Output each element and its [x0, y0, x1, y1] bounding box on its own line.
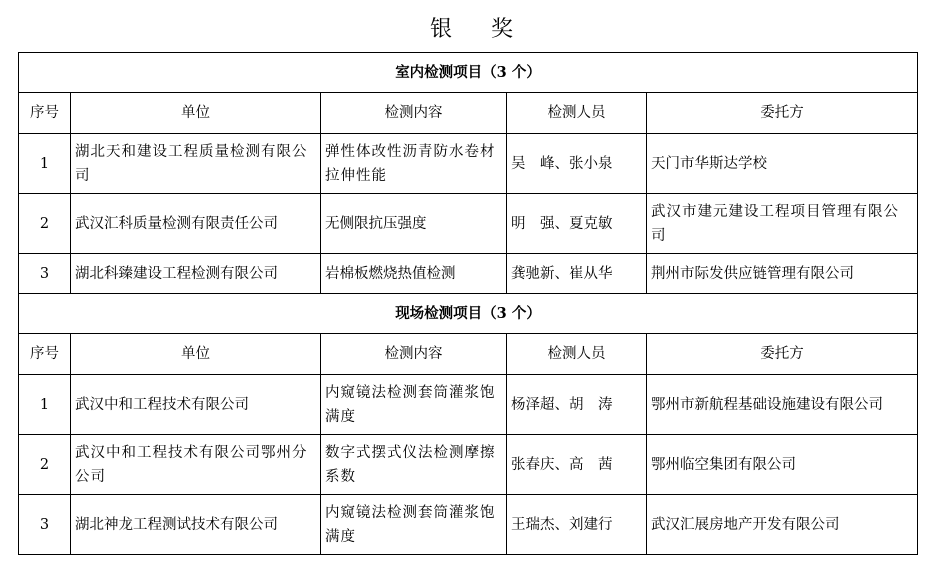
cell-no: 2 [19, 194, 71, 254]
cell-no: 1 [19, 134, 71, 194]
table-row [19, 435, 918, 495]
cell-content: 内窥镜法检测套筒灌浆饱满度 [321, 495, 507, 555]
table-row [19, 134, 918, 194]
col-header-staff: 检测人员 [507, 334, 647, 375]
col-header-no: 序号 [19, 93, 71, 134]
cell-staff: 明 强、夏克敏 [507, 194, 647, 254]
section-title-field: 现场检测项目（3 个） [19, 294, 918, 334]
cell-content: 岩棉板燃烧热值检测 [321, 254, 507, 294]
header-row-field [19, 334, 918, 375]
section-row-field [19, 294, 918, 334]
cell-unit: 武汉中和工程技术有限公司鄂州分公司 [71, 435, 321, 495]
cell-no: 3 [19, 495, 71, 555]
section-row-indoor [19, 53, 918, 93]
section-title-indoor: 室内检测项目（3 个） [19, 53, 918, 93]
cell-client: 鄂州临空集团有限公司 [647, 435, 918, 495]
table-row [19, 495, 918, 555]
col-header-content: 检测内容 [321, 93, 507, 134]
cell-staff: 杨泽超、胡 涛 [507, 375, 647, 435]
cell-unit: 湖北神龙工程测试技术有限公司 [71, 495, 321, 555]
table-row [19, 194, 918, 254]
col-header-client: 委托方 [647, 334, 918, 375]
cell-staff: 龚驰新、崔从华 [507, 254, 647, 294]
cell-content: 无侧限抗压强度 [321, 194, 507, 254]
table-row [19, 254, 918, 294]
page-title: 银 奖 [430, 17, 529, 42]
award-table [18, 52, 918, 555]
header-row-indoor [19, 93, 918, 134]
cell-unit: 湖北天和建设工程质量检测有限公司 [71, 134, 321, 194]
cell-content: 数字式摆式仪法检测摩擦系数 [321, 435, 507, 495]
col-header-content: 检测内容 [321, 334, 507, 375]
cell-content: 内窥镜法检测套筒灌浆饱满度 [321, 375, 507, 435]
cell-client: 武汉市建元建设工程项目管理有限公司 [647, 194, 918, 254]
cell-no: 2 [19, 435, 71, 495]
cell-no: 1 [19, 375, 71, 435]
cell-unit: 湖北科臻建设工程检测有限公司 [71, 254, 321, 294]
cell-client: 鄂州市新航程基础设施建设有限公司 [647, 375, 918, 435]
cell-no: 3 [19, 254, 71, 294]
cell-client: 武汉汇展房地产开发有限公司 [647, 495, 918, 555]
col-header-no: 序号 [19, 334, 71, 375]
cell-content: 弹性体改性沥青防水卷材拉伸性能 [321, 134, 507, 194]
col-header-client: 委托方 [647, 93, 918, 134]
cell-unit: 武汉汇科质量检测有限责任公司 [71, 194, 321, 254]
cell-staff: 张春庆、高 茜 [507, 435, 647, 495]
col-header-unit: 单位 [71, 93, 321, 134]
cell-unit: 武汉中和工程技术有限公司 [71, 375, 321, 435]
cell-staff: 吴 峰、张小泉 [507, 134, 647, 194]
col-header-unit: 单位 [71, 334, 321, 375]
cell-client: 荆州市际发供应链管理有限公司 [647, 254, 918, 294]
cell-client: 天门市华斯达学校 [647, 134, 918, 194]
table-row [19, 375, 918, 435]
col-header-staff: 检测人员 [507, 93, 647, 134]
cell-staff: 王瑞杰、刘建行 [507, 495, 647, 555]
